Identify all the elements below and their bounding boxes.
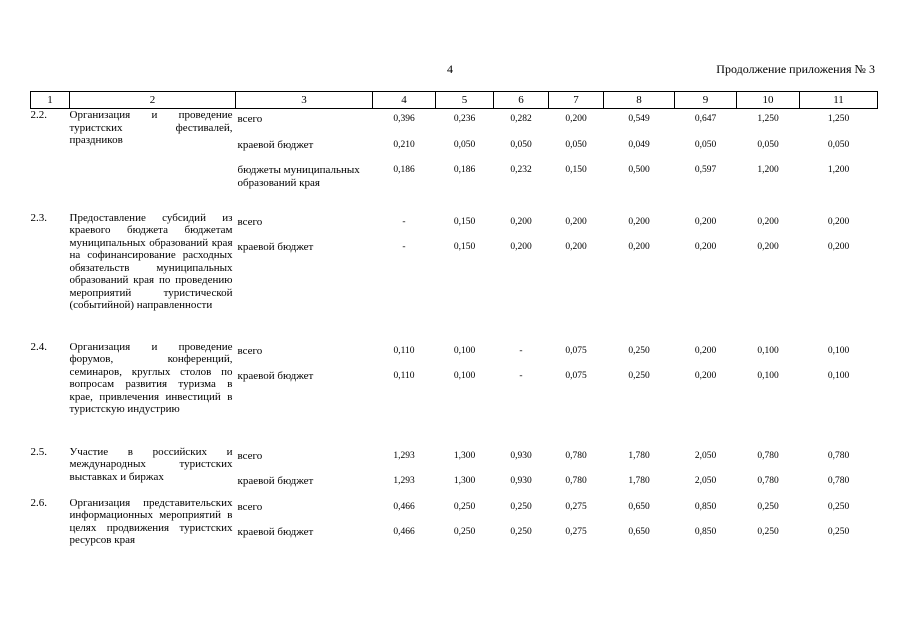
funding-subrow xyxy=(236,526,878,539)
value-cell: 0,050 xyxy=(565,139,587,150)
funding-source: краевой бюджет xyxy=(237,138,314,151)
value-cell: 0,780 xyxy=(757,450,779,461)
value-cell: 0,150 xyxy=(453,216,476,227)
activity-name: Организация и проведение туристских фестивалей, праздников xyxy=(69,109,233,146)
value-cell: 0,110 xyxy=(393,371,415,381)
value-cell: 0,930 xyxy=(510,450,532,461)
row-number: 2.2. xyxy=(30,109,47,121)
funding-source: всего xyxy=(237,500,263,513)
value-cell: 0,200 xyxy=(510,242,532,252)
value-cell: 0,200 xyxy=(565,242,587,252)
value-cell: 0,150 xyxy=(565,165,587,175)
funding-source: всего xyxy=(237,449,263,462)
funding-source: краевой бюджет xyxy=(237,475,314,487)
value-cell: 0,050 xyxy=(510,139,532,150)
funding-subrow xyxy=(236,139,878,152)
funding-source: краевой бюджет xyxy=(237,370,314,382)
value-cell: 0,780 xyxy=(757,476,779,486)
value-cell: 1,200 xyxy=(757,165,779,175)
value-cell: 0,466 xyxy=(393,527,415,537)
value-cell: 1,200 xyxy=(827,165,850,175)
funding-source: бюджеты муниципальных образований края xyxy=(237,164,360,189)
value-cell: 0,930 xyxy=(510,476,532,486)
value-cell: - xyxy=(519,371,523,381)
value-cell: 2,050 xyxy=(694,476,717,486)
value-cell: 0,150 xyxy=(453,242,476,252)
row-number: 2.3. xyxy=(30,211,47,224)
value-cell: 0,050 xyxy=(453,139,476,150)
value-cell: 0,780 xyxy=(827,450,850,461)
value-cell: 0,049 xyxy=(628,139,650,150)
value-cell: - xyxy=(402,216,406,227)
column-header: 8 xyxy=(604,92,675,109)
funding-subrow xyxy=(236,164,878,189)
funding-subrow xyxy=(236,501,878,514)
value-cell: 0,075 xyxy=(565,345,587,356)
value-cell: 0,549 xyxy=(628,114,650,124)
value-cell: 0,250 xyxy=(757,501,779,512)
funding-source: всего xyxy=(237,113,263,125)
column-number-row xyxy=(31,92,878,109)
value-cell: 0,100 xyxy=(453,345,476,356)
funding-subrow xyxy=(236,450,878,463)
value-cell: 0,200 xyxy=(565,216,587,227)
column-header: 11 xyxy=(800,92,878,109)
table-row xyxy=(31,212,878,341)
table-row xyxy=(31,341,878,446)
value-cell: 1,293 xyxy=(393,450,415,461)
row-number: 2.6. xyxy=(30,496,47,509)
column-header: 5 xyxy=(436,92,494,109)
value-cell: 0,650 xyxy=(628,527,650,537)
value-cell: 0,050 xyxy=(757,139,779,150)
value-cell: 0,780 xyxy=(827,476,850,486)
value-cell: 0,232 xyxy=(510,165,532,175)
funding-source: краевой бюджет xyxy=(237,526,314,538)
value-cell: 2,050 xyxy=(694,450,717,461)
value-cell: 0,100 xyxy=(757,371,779,381)
column-header: 6 xyxy=(494,92,549,109)
funding-subrow xyxy=(236,345,878,358)
value-cell: 0,200 xyxy=(694,345,717,356)
value-cell: - xyxy=(402,242,406,252)
value-cell: 1,780 xyxy=(628,450,650,461)
value-cell: 0,250 xyxy=(453,527,476,537)
funding-source: всего xyxy=(237,215,263,228)
value-cell: 0,850 xyxy=(694,527,717,537)
column-header: 1 xyxy=(31,92,70,109)
activity-name: Организация представительских информационных мероприятий в целях продвижения туристских ресурсов края xyxy=(69,496,233,546)
value-cell: 1,300 xyxy=(453,476,476,486)
column-header: 7 xyxy=(549,92,604,109)
activity-name: Участие в российских и международных туристских выставках и биржах xyxy=(69,445,233,483)
value-cell: 0,250 xyxy=(628,345,650,356)
value-cell: 0,250 xyxy=(510,501,532,512)
value-cell: 0,200 xyxy=(827,216,850,227)
column-header: 10 xyxy=(737,92,800,109)
column-header: 3 xyxy=(236,92,373,109)
value-cell: 0,200 xyxy=(694,216,717,227)
value-cell: 0,100 xyxy=(757,345,779,356)
value-cell: 0,200 xyxy=(694,371,717,381)
funding-subrow xyxy=(236,475,878,488)
value-cell: 0,250 xyxy=(827,501,850,512)
funding-subrow xyxy=(236,216,878,229)
funding-subrow xyxy=(236,241,878,254)
value-cell: 0,200 xyxy=(628,216,650,227)
value-cell: 0,647 xyxy=(694,114,717,124)
value-cell: 0,100 xyxy=(827,345,850,356)
value-cell: 0,200 xyxy=(827,242,850,252)
column-header: 9 xyxy=(675,92,737,109)
activity-name: Предоставление субсидий из краевого бюджета бюджетам муниципальных образований края на софинансирование расходных обязательств муниципальных образований края по проведению мероприятий туристической (событийной) направленности xyxy=(69,211,233,311)
value-cell: 0,186 xyxy=(453,165,476,175)
value-cell: 0,650 xyxy=(628,501,650,512)
funding-subrow xyxy=(236,113,878,126)
value-cell: 0,275 xyxy=(565,501,587,512)
value-cell: 0,200 xyxy=(628,242,650,252)
value-cell: 0,050 xyxy=(694,139,717,150)
value-cell: 0,500 xyxy=(628,165,650,175)
value-cell: 0,597 xyxy=(694,165,717,175)
value-cell: 1,250 xyxy=(757,114,779,124)
funding-source: всего xyxy=(237,344,263,357)
value-cell: 1,300 xyxy=(453,450,476,461)
value-cell: 0,110 xyxy=(393,345,415,356)
table-row xyxy=(31,109,878,212)
value-cell: 1,293 xyxy=(393,476,415,486)
value-cell: 0,250 xyxy=(453,501,476,512)
value-cell: 0,282 xyxy=(510,114,532,124)
value-cell: 1,780 xyxy=(628,476,650,486)
value-cell: 0,250 xyxy=(510,527,532,537)
funding-subrow xyxy=(236,370,878,383)
value-cell: 0,075 xyxy=(565,371,587,381)
value-cell: - xyxy=(519,345,523,356)
value-cell: 0,275 xyxy=(565,527,587,537)
value-cell: 0,250 xyxy=(757,527,779,537)
value-cell: 0,466 xyxy=(393,501,415,512)
value-cell: 0,200 xyxy=(510,216,532,227)
funding-table xyxy=(30,91,878,589)
value-cell: 0,200 xyxy=(565,114,587,124)
page-number: 4 xyxy=(447,62,453,76)
funding-source: краевой бюджет xyxy=(237,241,314,253)
value-cell: 1,250 xyxy=(827,114,850,124)
table-row xyxy=(31,497,878,589)
continuation-caption: Продолжение приложения № 3 xyxy=(716,62,875,76)
value-cell: 0,200 xyxy=(694,242,717,252)
value-cell: 0,396 xyxy=(393,114,415,124)
row-number: 2.5. xyxy=(30,445,47,458)
value-cell: 0,186 xyxy=(393,165,415,175)
table-row xyxy=(31,446,878,497)
column-header: 4 xyxy=(373,92,436,109)
value-cell: 0,236 xyxy=(453,114,476,124)
column-header: 2 xyxy=(70,92,236,109)
row-number: 2.4. xyxy=(30,340,47,353)
value-cell: 0,250 xyxy=(628,371,650,381)
value-cell: 0,100 xyxy=(453,371,476,381)
value-cell: 0,850 xyxy=(694,501,717,512)
value-cell: 0,250 xyxy=(827,527,850,537)
activity-name: Организация и проведение форумов, конференций, семинаров, круглых столов по вопросам развития туризма в крае, привлечения инвестиций в туристскую индустрию xyxy=(69,340,233,415)
value-cell: 0,200 xyxy=(757,216,779,227)
value-cell: 0,780 xyxy=(565,450,587,461)
value-cell: 0,050 xyxy=(827,139,850,150)
value-cell: 0,780 xyxy=(565,476,587,486)
value-cell: 0,210 xyxy=(393,139,415,150)
value-cell: 0,200 xyxy=(757,242,779,252)
value-cell: 0,100 xyxy=(827,371,850,381)
